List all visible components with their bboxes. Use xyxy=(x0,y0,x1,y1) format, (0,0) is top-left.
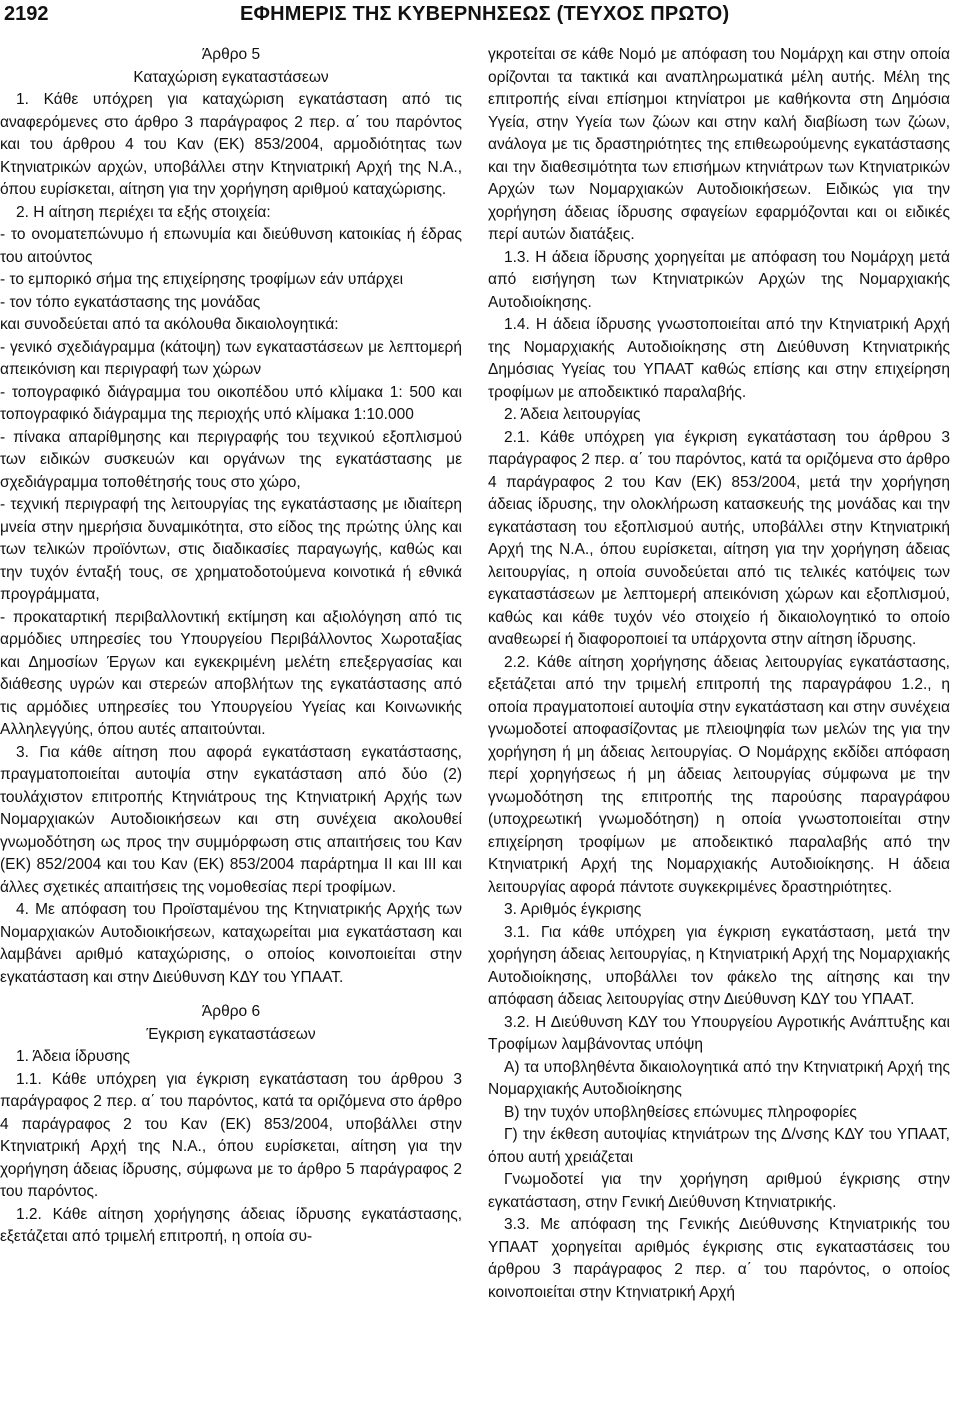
paragraph: 1. Κάθε υπόχρεη για καταχώριση εγκατάσταση από τις αναφερόμενες στο άρθρο 3 παράγραφος 2 περ. α΄ του παρόντος και του άρθρου 4 του Καν (ΕΚ) 853/2004, αρμοδιότητας των Κτηνιατρικών αρχών, υποβάλλει στην Κτηνιατρική Αρχή της Ν.Α., όπου ευρίσκεται, αίτηση για την χορήγηση αριθμού καταχώρισης. xyxy=(0,91,462,198)
list-item: - τοπογραφικό διάγραμμα του οικοπέδου υπό κλίμακα 1: 500 και τοπογραφικό διάγραμμα της περιοχής υπό κλίμακα 1:10.000 xyxy=(0,383,462,423)
list-item: - γενικό σχεδιάγραμμα (κάτοψη) των εγκαταστάσεων με λεπτομερή απεικόνιση και περιγραφή των χώρων xyxy=(0,338,462,378)
paragraph: 2.1. Κάθε υπόχρεη για έγκριση εγκατάσταση του άρθρου 3 παράγραφος 2 περ. α΄ του παρόντος, κατά τα οριζόμενα στο άρθρο 4 παράγραφος 2 του Καν (ΕΚ) 853/2004, μετά την χορήγηση άδειας ίδρυσης, την ολοκλήρωση κατασκευής της μονάδας και την εγκατάσταση του εξοπλισμού αυτής, υποβάλλει στην Κτηνιατρική Αρχή της Ν.Α., όπου ευρίσκεται, αίτηση για την χορήγηση άδειας λειτουργίας, η οποία συνοδεύεται από τις τελικές κατόψεις των εγκαταστάσεων με λεπτομερή απεικόνιση χώρων και εξοπλισμού, καθώς και κάθε τυχόν νέο στοιχείο ή δικαιολογητικό το οποίο αναθεωρεί ή διαφοροποιεί τα υπάρχοντα στην αίτηση ίδρυσης. xyxy=(488,428,950,648)
section-heading: 1. Άδεια ίδρυσης xyxy=(16,1048,130,1065)
list-item: Α) τα υποβληθέντα δικαιολογητικά από την Κτηνιατρική Αρχή της Νομαρχιακής Αυτοδιοίκησης xyxy=(488,1058,950,1098)
paragraph: Γνωμοδοτεί για την χορήγηση αριθμού έγκρισης στην εγκατάσταση, στην Γενική Διεύθυνση Κτηνιατρικής. xyxy=(488,1171,950,1211)
article-5-subtitle: Καταχώριση εγκαταστάσεων xyxy=(133,68,329,86)
paragraph: και συνοδεύεται από τα ακόλουθα δικαιολογητικά: xyxy=(0,316,339,333)
paragraph: 1.2. Κάθε αίτηση χορήγησης άδειας ίδρυσης εγκατάστασης, εξετάζεται από τριμελή επιτροπή, η οποία συ- xyxy=(0,1205,462,1245)
gazette-title: ΕΦΗΜΕΡΙΣ ΤΗΣ ΚΥΒΕΡΝΗΣΕΩΣ (ΤΕΥΧΟΣ ΠΡΩΤΟ) xyxy=(240,3,730,25)
paragraph: 3. Για κάθε αίτηση που αφορά εγκατάσταση εγκατάστασης, πραγματοποιείται αυτοψία στην εγκατάσταση από δύο (2) τουλάχιστον επιτροπής Κτηνιάτρους της Κτηνιατρική Αρχής των Νομαρχιακών Αυτοδιοικήσεων και στη συνέχεια ακολουθεί γνωμοδότηση ως προς την συμμόρφωση στις απαιτήσεις του Καν (ΕΚ) 852/2004 και του Καν (ΕΚ) 853/2004 παράρτημα ΙΙ και ΙΙΙ και άλλες σχετικές απαιτήσεις της νομοθεσίας περί τροφίμων. xyxy=(0,743,462,896)
article-6-subtitle: Έγκριση εγκαταστάσεων xyxy=(146,1025,316,1043)
page-header xyxy=(0,0,960,34)
right-column xyxy=(488,44,950,1304)
left-column xyxy=(0,44,462,1249)
paragraph: 1.4. Η άδεια ίδρυσης γνωστοποιείται από την Κτηνιατρική Αρχή της Νομαρχιακής Αυτοδιοίκησης στη Διεύθυνση Κτηνιατρικής Δημόσιας Υγείας του ΥΠΑΑΤ καθώς επίσης και στην επιχείρηση τροφίμων με αποδεικτικό παραλαβής. xyxy=(488,316,950,401)
paragraph: 4. Με απόφαση του Προϊσταμένου της Κτηνιατρικής Αρχής των Νομαρχιακών Αυτοδιοικήσεων, καταχωρείται μια εγκατάσταση και λαμβάνει αριθμό καταχώρισης, ο οποίος κοινοποιείται στην εγκατάσταση και στην Διεύθυνση ΚΔΥ του ΥΠΑΑΤ. xyxy=(0,901,462,986)
paragraph: 1.3. Η άδεια ίδρυσης χορηγείται με απόφαση του Νομάρχη μετά από εισήγηση των Κτηνιατρικών Αρχών της Νομαρχιακής Αυτοδιοίκησης. xyxy=(488,248,950,311)
article-6-title: Άρθρο 6 xyxy=(201,1003,261,1020)
paragraph: 3.1. Για κάθε υπόχρεη για έγκριση εγκατάσταση, μετά την χορήγηση άδειας λειτουργίας, η Κτηνιατρική Αρχή της Νομαρχιακής Αυτοδιοίκησης, υποβάλλει τον φάκελο της αίτησης και την απόφαση άδειας λειτουργίας στην Διεύθυνση ΚΔΥ του ΥΠΑΑΤ. xyxy=(488,923,950,1008)
list-item: - πίνακα απαρίθμησης και περιγραφής του τεχνικού εξοπλισμού των ειδικών συσκευών και οργάνων της εγκατάστασης με σχεδιάγραμμα τοποθέτησής τους στο χώρο, xyxy=(0,428,462,491)
list-item: - προκαταρτική περιβαλλοντική εκτίμηση και αξιολόγηση από τις αρμόδιες υπηρεσίες του Υπουργείου Περιβάλλοντος Χωροταξίας και Δημοσίων Έργων και εγκεκριμένη μελέτη επεξεργασίας και διάθεσης υγρών και στερεών αποβλήτων της εγκατάστασης από τις αρμόδιες υπηρεσίες του Υπουργείου Υγείας και Κοινωνικής Αλληλεγγύης, όπου αυτές απαιτούνται. xyxy=(0,608,462,738)
paragraph: 2.2. Κάθε αίτηση χορήγησης άδειας λειτουργίας εγκατάστασης, εξετάζεται από την τριμελή επιτροπή της παραγράφου 1.2., η οποία πραγματοποιεί αυτοψία στην εγκατάσταση και στην συνέχεια γνωμοδοτεί αποφασίζοντας με πλειοψηφία των μελών της για την χορήγηση ή μη άδειας λειτουργίας. Ο Νομάρχης εκδίδει απόφαση περί χορηγήσεως ή μη άδειας λειτουργίας σύμφωνα με την γνωμοδότηση της επιτροπής της παρούσης παραγράφου (υποχρεωτική γνωμοδότηση) η οποία γνωστοποιείται στην επιχείρηση τροφίμων με αποδεικτικό παραλαβής από την Κτηνιατρική Αρχή της Νομαρχιακής Αυτοδιοίκησης. Η άδεια λειτουργίας αφορά πάντοτε συγκεκριμένες δραστηριότητες. xyxy=(488,653,950,896)
section-heading: 3. Αριθμός έγκρισης xyxy=(504,901,642,918)
paragraph: γκροτείται σε κάθε Νομό με απόφαση του Νομάρχη και στην οποία ορίζονται τα τακτικά και αναπληρωματικά μέλη αυτής. Μέλη της επιτροπής είναι επίσημοι κτηνίατροι με καθήκοντα στη Δημόσια Υγεία, στην Υγεία των ζώων και στην καλή διαβίωση των ζώων, ανάλογα με τις δραστηριότητες της επιθεωρούμενης εγκατάστασης και την διαθεσιμότητα των επισήμων κτηνιάτρων των Κτηνιατρικών Αρχών των Νομαρχιακών Αυτοδιοικήσεων. Ειδικώς για την χορήγηση άδειας ίδρυσης σφαγείων εφαρμόζονται και οι ειδικές περί αυτών διατάξεις. xyxy=(488,46,950,243)
paragraph: 3.2. Η Διεύθυνση ΚΔΥ του Υπουργείου Αγροτικής Ανάπτυξης και Τροφίμων λαμβάνοντας υπόψη xyxy=(488,1013,950,1053)
list-item: - το ονοματεπώνυμο ή επωνυμία και διεύθυνση κατοικίας ή έδρας του αιτούντος xyxy=(0,226,462,266)
section-heading: 2. Άδεια λειτουργίας xyxy=(504,406,641,423)
paragraph: 2. Η αίτηση περιέχει τα εξής στοιχεία: xyxy=(16,203,271,221)
list-item: Β) την τυχόν υποβληθείσες επώνυμες πληροφορίες xyxy=(504,1103,857,1121)
list-item: - τον τόπο εγκατάστασης της μονάδας xyxy=(0,293,261,311)
paragraph: 3.3. Με απόφαση της Γενικής Διεύθυνσης Κτηνιατρικής του ΥΠΑΑΤ χορηγείται αριθμός έγκρισης στις εγκαταστάσεις του άρθρου 3 παράγραφος 2 περ. α΄ του παρόντος, ο οποίος κοινοποιείται στην Κτηνιατρική Αρχή xyxy=(488,1216,950,1301)
list-item: Γ) την έκθεση αυτοψίας κτηνιάτρων της Δ/νσης ΚΔΥ του ΥΠΑΑΤ, όπου αυτή χρειάζεται xyxy=(488,1126,950,1166)
list-item: - το εμπορικό σήμα της επιχείρησης τροφίμων εάν υπάρχει xyxy=(0,271,404,288)
list-item: - τεχνική περιγραφή της λειτουργίας της εγκατάστασης με ιδιαίτερη μνεία στην ημερήσια δυναμικότητα, στο είδος της πρώτης ύλης και των τελικών προϊόντων, στις διαδικασίες παραγωγής, καθώς και την τυχόν ένταξή τους, σε χρηματοδοτούμενα κοινοτικά ή εθνικά προγράμματα, xyxy=(0,496,462,603)
page-number: 2192 xyxy=(4,3,49,25)
article-5-title: Άρθρο 5 xyxy=(201,46,261,63)
paragraph: 1.1. Κάθε υπόχρεη για έγκριση εγκατάσταση του άρθρου 3 παράγραφος 2 περ. α΄ του παρόντος, κατά τα οριζόμενα στο άρθρο 4 παράγραφος 2 του Καν (ΕΚ) 853/2004, υποβάλλει στην Κτηνιατρική Αρχή της Ν.Α., όπου ευρίσκεται, αίτηση για την χορήγηση άδειας ίδρυσης, σύμφωνα με το άρθρο 5 παράγραφος 2 του παρόντος. xyxy=(0,1070,462,1200)
